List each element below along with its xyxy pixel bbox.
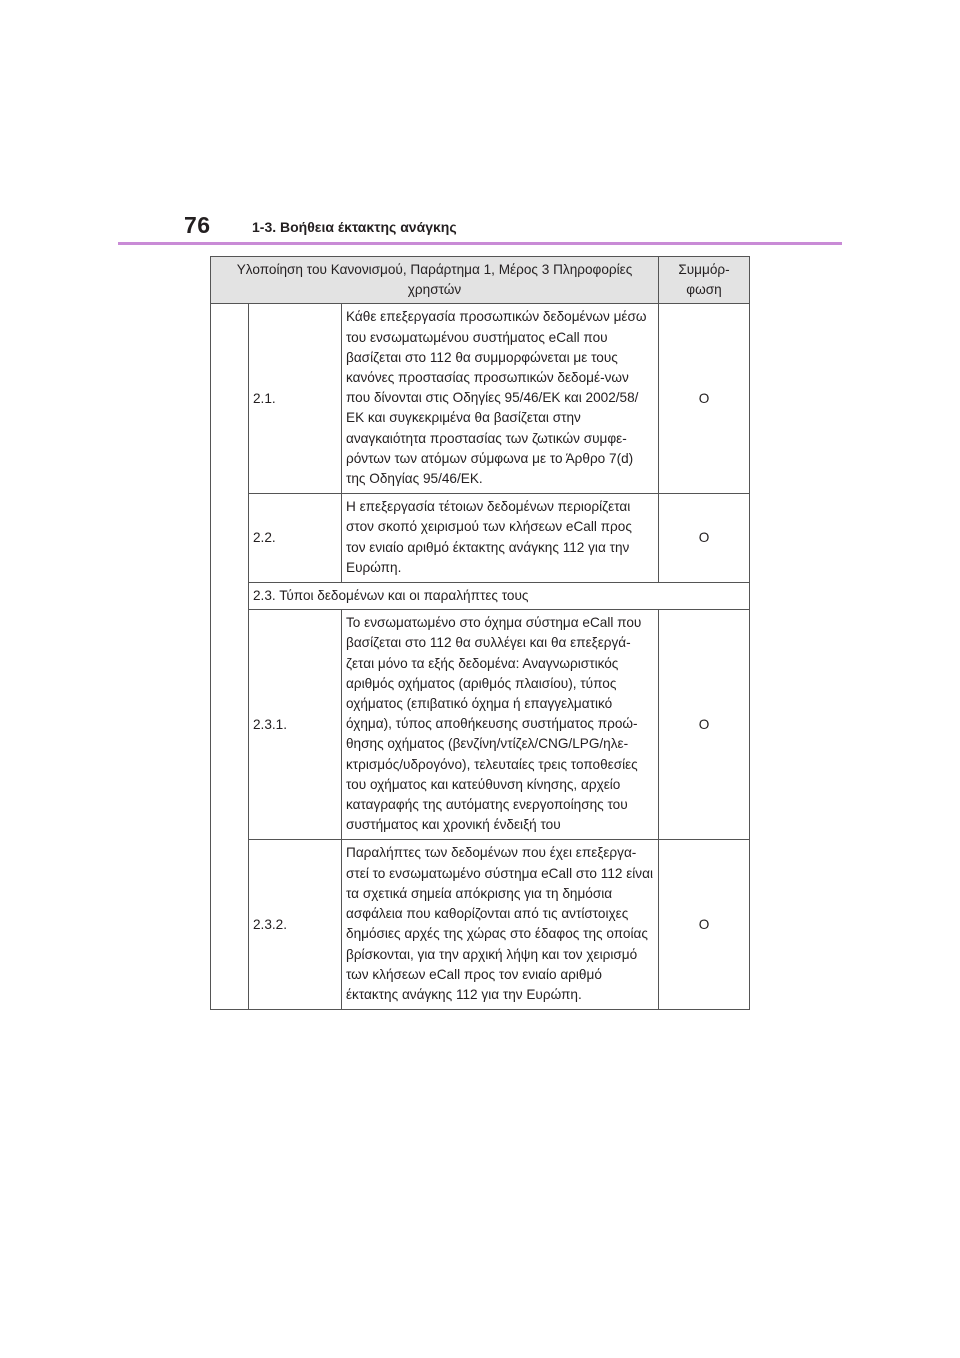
row-text: Η επεξεργασία τέτοιων δεδομένων περιορίζεται στον σκοπό χειρισμού των κλήσεων eCall προς τον ενιαίο αριθμό έκτακτης ανάγκης 112 για την Ευρώπη. bbox=[342, 494, 659, 583]
section-title: 1-3. Βοήθεια έκτακτης ανάγκης bbox=[252, 219, 457, 235]
row-number: 2.3.2. bbox=[249, 840, 342, 1010]
page-number: 76 bbox=[184, 212, 211, 238]
row-compliance: Ο bbox=[659, 840, 750, 1010]
row-text: Παραλήπτες των δεδομένων που έχει επεξεργα-στεί το ενσωματωμένο σύστημα eCall στο 112 είναι τα σχετικά σημεία απόκρισης για τη δημόσια ασφάλεια που καθορίζονται από τις αντίστοιχες δημόσιες αρχές της χώρας στο έδαφος της οποίας βρίσκονται, για την αρχική λήψη και τον χειρισμό των κλήσεων eCall προς τον ενιαίο αριθμό έκτακτης ανάγκης 112 για την Ευρώπη. bbox=[342, 840, 659, 1010]
table-header-row bbox=[211, 257, 750, 304]
table-section-row bbox=[211, 583, 750, 610]
indent-column bbox=[211, 304, 249, 1010]
row-number: 2.2. bbox=[249, 494, 342, 583]
regulation-table bbox=[210, 256, 750, 1010]
row-number: 2.1. bbox=[249, 304, 342, 494]
table-row bbox=[211, 494, 750, 583]
header-compliance: Συμμόρ-φωση bbox=[659, 257, 750, 304]
header-divider bbox=[118, 242, 842, 245]
row-compliance: Ο bbox=[659, 610, 750, 840]
table-row bbox=[211, 610, 750, 840]
row-compliance: Ο bbox=[659, 304, 750, 494]
row-compliance: Ο bbox=[659, 494, 750, 583]
section-heading: 2.3. Τύποι δεδομένων και οι παραλήπτες τους bbox=[249, 583, 750, 610]
row-text: Κάθε επεξεργασία προσωπικών δεδομένων μέσω του ενσωματωμένου συστήματος eCall που βασίζεται στο 112 θα συμμορφώνεται με τους κανόνες προστασίας προσωπικών δεδομέ-νων που δίνονται στις Οδηγίες 95/46/ΕΚ και 2002/58/ΕΚ και συγκεκριμένα θα βασίζεται στην αναγκαιότητα προστασίας των ζωτικών συμφε-ρόντων των ατόμων σύμφωνα με το Άρθρο 7(d) της Οδηγίας 95/46/ΕΚ. bbox=[342, 304, 659, 494]
row-text: Το ενσωματωμένο στο όχημα σύστημα eCall που βασίζεται στο 112 θα συλλέγει και θα επεξεργά-ζεται μόνο τα εξής δεδομένα: Αναγνωριστικός αριθμός οχήματος (αριθμός πλαισίου), τύπος οχήματος (επιβατικό όχημα ή επαγγελματικό όχημα), τύπος αποθήκευσης συστήματος προώ-θησης οχήματος (βενζίνη/ντίζελ/CNG/LPG/ηλε-κτρισμός/υδρογόνο), τελευταίες τρεις τοποθεσίες του οχήματος και κατεύθυνση κίνησης, αρχείο καταγραφής της αυτόματης ενεργοποίησης του συστήματος και χρονική ένδειξή του bbox=[342, 610, 659, 840]
table-row bbox=[211, 840, 750, 1010]
table-row bbox=[211, 304, 750, 494]
header-regulation: Υλοποίηση του Κανονισμού, Παράρτημα 1, Μέρος 3 Πληροφορίες χρηστών bbox=[211, 257, 659, 304]
row-number: 2.3.1. bbox=[249, 610, 342, 840]
